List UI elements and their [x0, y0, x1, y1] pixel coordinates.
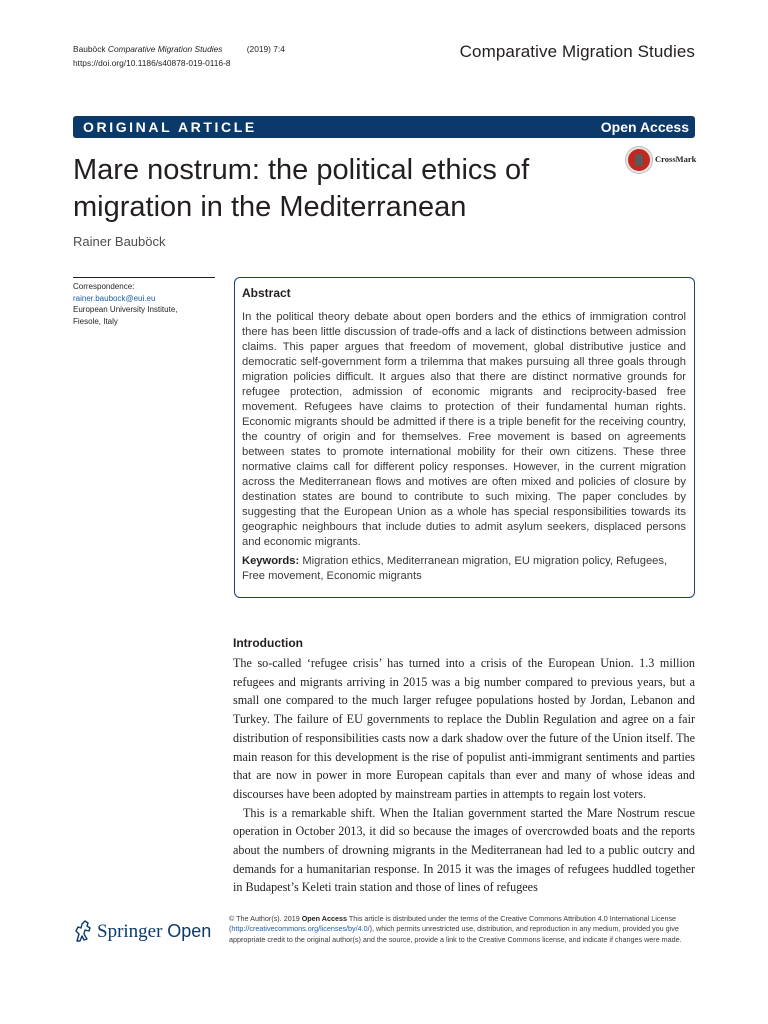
- article-type-banner: [73, 116, 695, 138]
- correspondence-label: Correspondence:: [73, 282, 135, 291]
- license-text-1: This article is distributed under the terms of the Creative Commons Attribution 4.0 International License (: [229, 914, 677, 934]
- author-name: Rainer Bauböck: [73, 234, 166, 249]
- crossmark-badge[interactable]: [626, 146, 696, 176]
- springer-horse-icon: [73, 919, 93, 943]
- header-journal: Comparative Migration Studies: [107, 44, 223, 54]
- introduction-paragraph-1: The so-called ‘refugee crisis’ has turned into a crisis of the European Union. 1.3 million refugees and migrants arriving in 2015 was a big number compared to previous years, but a small one compared to the much larger refugee populations hosted by Jordan, Lebanon and Turkey. The failure of EU governments to replace the Dublin Regulation and agree on a fair distribution of responsibilities casts now a dark shadow over the future of the Union itself. The main reason for this development is the rise of populist anti-immigrant sentiments and parties that are now in power in more European capitals than ever and many of whose ideas and discourses have been adopted by mainstream parties in attempts to regain lost voters.: [233, 656, 695, 801]
- open-access-label: Open Access: [600, 119, 689, 135]
- article-type-label: ORIGINAL ARTICLE: [83, 119, 257, 135]
- logo-springer-text: Springer: [97, 921, 163, 942]
- introduction-body: [233, 654, 695, 897]
- keywords-list: Migration ethics, Mediterranean migration, EU migration policy, Refugees, Free movement, Economic migrants: [242, 555, 668, 582]
- introduction-heading: Introduction: [233, 636, 303, 650]
- affiliation-line-1: European University Institute,: [73, 305, 178, 314]
- license-link[interactable]: http://creativecommons.org/licenses/by/4.0/: [231, 924, 370, 934]
- crossmark-label: CrossMark: [655, 154, 697, 164]
- journal-name: Comparative Migration Studies: [459, 42, 695, 61]
- keywords-line: [242, 554, 686, 584]
- correspondence-block: [73, 281, 178, 327]
- running-header-citation: [73, 42, 285, 70]
- keywords-label: Keywords:: [242, 555, 300, 567]
- header-author: Bauböck: [73, 44, 106, 54]
- crossmark-icon: [626, 147, 652, 173]
- logo-open-text: Open: [167, 921, 212, 941]
- abstract-box: [234, 277, 695, 598]
- affiliation-line-2: Fiesole, Italy: [73, 316, 118, 326]
- article-title: Mare nostrum: the political ethics of migration in the Mediterranean: [73, 154, 530, 223]
- springer-open-logo: [73, 917, 223, 949]
- abstract-text: In the political theory debate about open borders and the ethics of immigration control there has been little discussion of trade-offs and a lack of distinctions between admission claims. This paper argues that freedom of movement, global distributive justice and democratic self-government form a trilemma that makes pursuing all three goals through migration policies difficult. It argues also that there are distinct normative grounds for refugee protection, admission of economic migrants and reciprocity-based free movement. Refugees have claims to protection of their fundamental human rights. Economic migrants should be admitted if there is a triple benefit for the receiving country, the country of origin and for themselves. Free movement is based on agreements between states to promote international mobility for their own citizens. These three normative claims call for different policy responses. However, in the current migration across the Mediterranean flows and motives are often mixed and policies of closure by destination states are bound to contribute to such mixing. The paper concludes by suggesting that the European Union as a whole has special responsibilities towards its geographic neighbours that include duties to admit asylum seekers, displaced persons and economic migrants.: [242, 311, 686, 548]
- introduction-paragraph-2: This is a remarkable shift. When the Italian government started the Mare Nostrum rescue operation in October 2013, it did so because the images of overcrowded boats and the reports about the numbers of drowning migrants in the Mediterranean had led to a public outcry and demands for a humanitarian response. In 2015 it was the images of refugees huddled together in Budapest’s Keleti train station and those of lines of refugees: [233, 805, 695, 895]
- license-text-2: ), which permits unrestricted use, distribution, and reproduction in any medium, provided you give appropriate credit to the original author(s) and the source, provide a link to the Creative Commons license, and indicate if changes were made.: [229, 924, 682, 944]
- header-year-volume: (2019) 7:4: [246, 44, 285, 54]
- license-copyright: © The Author(s). 2019: [229, 914, 300, 923]
- correspondence-divider: [73, 277, 215, 278]
- correspondence-email[interactable]: rainer.baubock@eui.eu: [73, 293, 156, 303]
- abstract-heading: Abstract: [242, 286, 291, 300]
- license-notice: [229, 914, 695, 945]
- header-doi-link[interactable]: https://doi.org/10.1186/s40878-019-0116-8: [73, 58, 231, 68]
- license-open-access: Open Access: [301, 914, 347, 923]
